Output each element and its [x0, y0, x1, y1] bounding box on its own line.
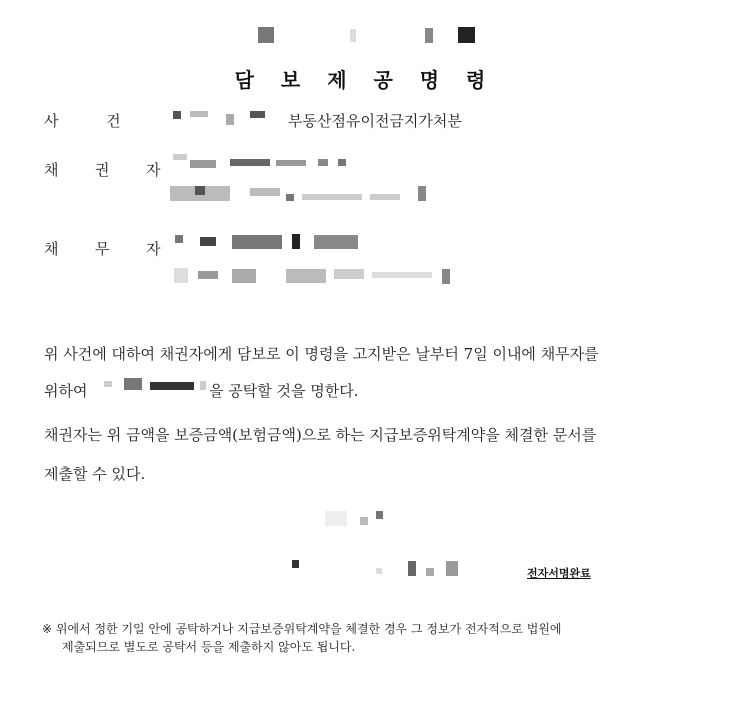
debtor-label: 채 무 자 — [44, 240, 170, 258]
creditor-label: 채 권 자 — [44, 161, 170, 179]
notice-line-1: ※ 위에서 정한 기일 안에 공탁하거나 지급보증위탁계약을 체결한 경우 그 정보가 전자적으로 법원에 — [42, 622, 562, 636]
case-label: 사 건 — [44, 112, 121, 130]
order-text-line-2-suffix: 을 공탁할 것을 명한다. — [209, 382, 359, 400]
order-text-line-2-prefix: 위하여 — [44, 382, 88, 400]
redaction-block — [258, 27, 274, 43]
document-title: 담 보 제 공 명 령 — [234, 68, 496, 92]
order-text-line-3: 채권자는 위 금액을 보증금액(보험금액)으로 하는 지급보증위탁계약을 체결한 문서를 — [44, 426, 597, 444]
electronic-signature-seal: 전자서명완료 — [527, 567, 591, 580]
order-text-line-4: 제출할 수 있다. — [44, 465, 146, 483]
redaction-block — [350, 29, 356, 42]
order-text-line-1: 위 사건에 대하여 채권자에게 담보로 이 명령을 고지받은 날부터 7일 이내에 채무자를 — [44, 345, 599, 363]
notice-line-2: 제출되므로 별도로 공탁서 등을 제출하지 않아도 됩니다. — [62, 640, 356, 654]
case-name: 부동산점유이전금지가처분 — [288, 112, 462, 130]
redaction-block — [425, 28, 433, 43]
redaction-block — [458, 27, 475, 43]
